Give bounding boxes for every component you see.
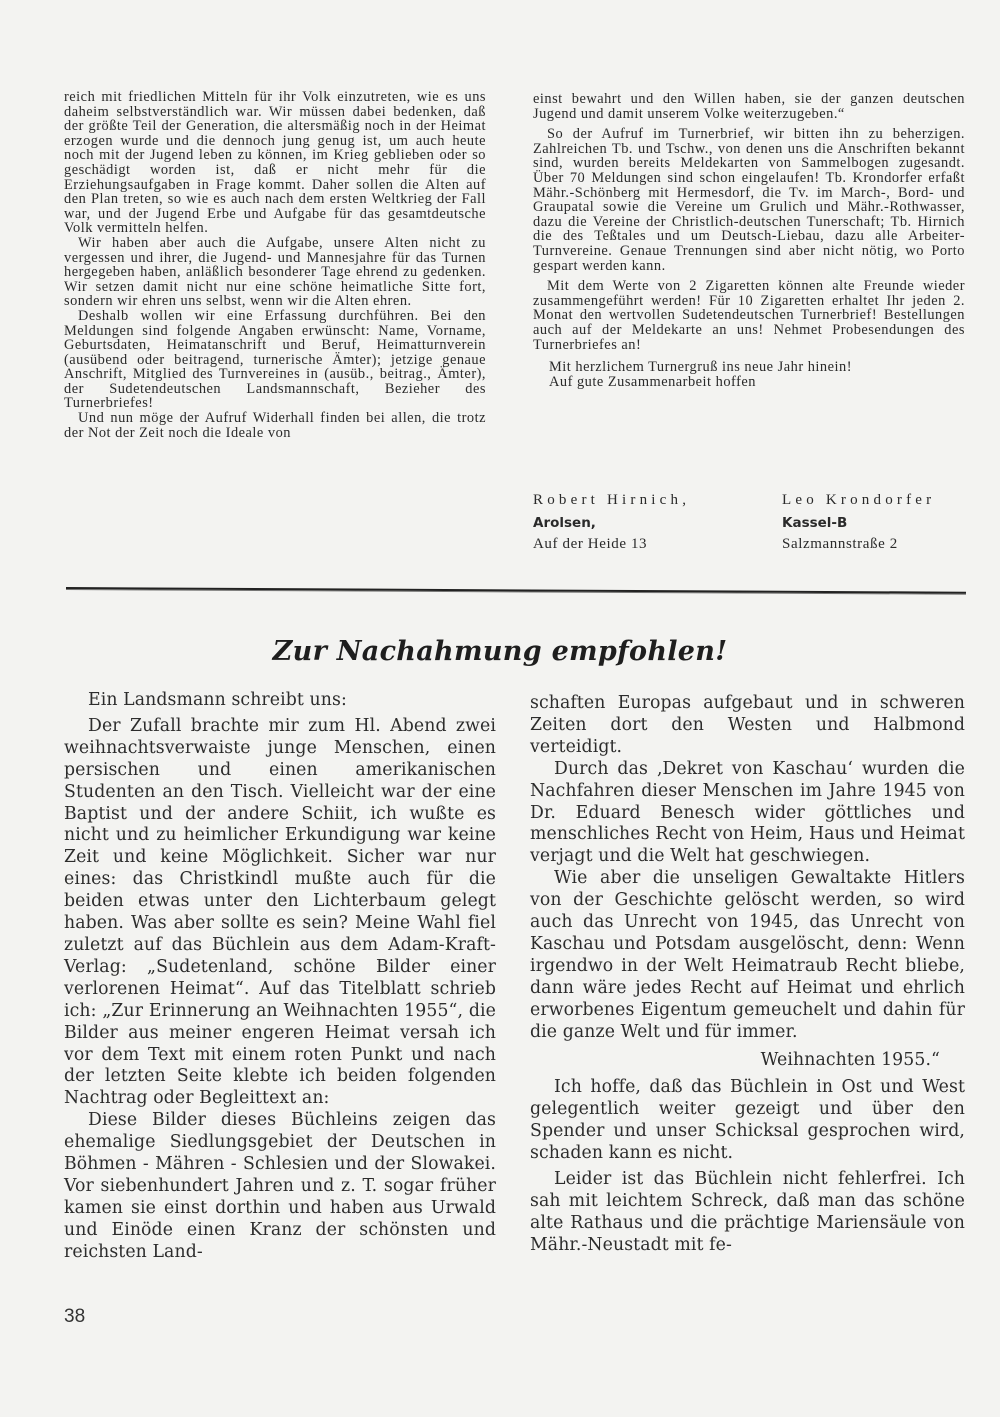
top-right-column xyxy=(533,92,965,389)
paragraph: Mit dem Werte von 2 Zigaretten können alte Freunde wieder zusammengeführt werden! Für 10 Zigaretten erhaltet Ihr jeden 2. Monat den wertvollen Sudetendeutschen Turnerbrief! Bestellungen auch auf der Meldekarte an uns! Nehmet Probesendungen des Turnerbriefes an! xyxy=(533,278,965,353)
signature-name: Leo Krondorfer xyxy=(782,492,936,508)
paragraph: reich mit friedlichen Mitteln für ihr Volk einzutreten, wie es uns daheim selbstverständlich war. Wir müssen dabei bedenken, daß der größte Teil der Generation, die altersmäßig noch in der Heimat erzogen wurde und die dennoch jung genug ist, um auch heute noch mit der Jugend leben zu können, im Krieg geblieben oder so geschädigt worden ist, daß er nicht mehr für die Erziehungsaufgaben in Frage kommt. Daher sollen die Alten auf den Plan treten, so wie es auch nach dem ersten Weltkrieg der Fall war, und der Jugend Erbe und Aufgabe für das gesamtdeutsche Volk vermitteln helfen. xyxy=(64,89,486,237)
signature-name: Robert Hirnich, xyxy=(533,492,691,508)
paragraph: Deshalb wollen wir eine Erfassung durchführen. Bei den Meldungen sind folgende Angaben erwünscht: Name, Vorname, Geburtsdaten, Heimatanschrift und Beruf, Heimatturnverein (ausübend oder beitragend, turnerische Ämter); jetzige genaue Anschrift, Mitglied des Turnvereines in (ausüb., beitrag., Ämter), der Sudetendeutschen Landsmannschaft, Bezieher des Turnerbriefes! xyxy=(64,307,486,412)
greeting-line: Auf gute Zusammenarbeit hoffen xyxy=(549,373,756,390)
paragraph: Ein Landsmann schreibt uns: xyxy=(88,690,347,710)
page-number: 38 xyxy=(64,1306,86,1327)
paragraph: Leider ist das Büchlein nicht fehlerfrei. Ich sah mit leichtem Schreck, daß man das schöne alte Rathaus und die prächtige Mariensäule von Mähr.-Neustadt mit fe- xyxy=(530,1169,965,1255)
dateline: Weihnachten 1955.“ xyxy=(760,1049,940,1070)
paragraph: Der Zufall brachte mir zum Hl. Abend zwei weihnachtsverwaiste junge Menschen, einen persischen und einen amerikanischen Studenten an den Tisch. Vielleicht war der eine Baptist und der andere Schiit, ich wußte es nicht und zu heimlicher Erkundigung war keine Zeit und keine Möglichkeit. Sicher war nur eines: das Christkindl mußte auch für die beiden etwas unter den Lichterbaum gelegt haben. Was aber sollte es sein? Meine Wahl fiel zuletzt auf das Büchlein aus dem Adam-Kraft-Verlag: „Sudetenland, schöne Bilder einer verlorenen Heimat“. Auf das Titelblatt schrieb ich: „Zur Erinnerung an Weihnachten 1955“, die Bilder aus meiner engeren Heimat versah ich vor dem Text mit einem roten Punkt und nach der letzten Seite klebte ich beiden folgenden Nachtrag oder Begleittext an: xyxy=(64,715,496,1109)
paragraph: einst bewahrt und den Willen haben, sie der ganzen deutschen Jugend und damit unserem Volke weiterzugeben.“ xyxy=(533,91,965,122)
article-left-column xyxy=(64,690,496,1264)
signature-block xyxy=(782,492,935,553)
paragraph: Ich hoffe, daß das Büchlein in Ost und West gelegentlich weiter gezeigt und über den Spender und unser Schicksal gesprochen wird, schaden kann es nicht. xyxy=(530,1077,965,1164)
paragraph: Und nun möge der Aufruf Widerhall finden bei allen, die trotz der Not der Zeit noch die Ideale von xyxy=(64,410,486,441)
signature-city: Arolsen, xyxy=(533,515,596,531)
paragraph: Durch das ‚Dekret von Kaschau‘ wurden die Nachfahren dieser Menschen im Jahre 1945 von Dr. Eduard Benesch wider göttliches und menschliches Recht von Heim, Haus und Heimat verjagt und die Welt hat geschwiegen. xyxy=(530,758,965,867)
signature-street: Auf der Heide 13 xyxy=(533,536,648,552)
paragraph: Wir haben aber auch die Aufgabe, unsere Alten nicht zu vergessen und ihrer, die Jugend- und Mannesjahre für das Turnen hergegeben haben, anläßlich besonderer Tage ehrend zu gedenken. Wir setzen damit nicht nur eine schöne heimatliche Sitte fort, sondern wir ehren uns selbst, wenn wir die Alten ehren. xyxy=(64,234,486,310)
paragraph: schaften Europas aufgebaut und in schweren Zeiten dort den Westen und Halbmond verteidigt. xyxy=(530,693,965,757)
paragraph: Diese Bilder dieses Büchleins zeigen das ehemalige Siedlungsgebiet der Deutschen in Böhmen - Mähren - Schlesien und der Slowakei. Vor siebenhundert Jahren und z. T. sogar früher kamen sie einst dorthin und haben aus Urwald und Einöde einen Kranz der schönsten und reichsten Land- xyxy=(64,1110,496,1262)
greeting-line: Mit herzlichem Turnergruß ins neue Jahr hinein! xyxy=(549,359,852,376)
signature-block xyxy=(533,492,690,553)
signature-street: Salzmannstraße 2 xyxy=(782,536,898,552)
article-right-column xyxy=(530,693,965,1257)
paragraph: So der Aufruf im Turnerbrief, wir bitten ihn zu beherzigen. Zahlreichen Tb. und Tschw., von denen uns die Anschriften bekannt sind, wurden bereits Meldekarten von Sammelbogen zugesandt. Über 70 Meldungen sind schon eingelaufen! Tb. Krondorfer erfaßt Mähr.-Schönberg mit Hermesdorf, die Tv. im March-, Bord- und Graupatal sowie die Vereine um Grulich und Mähr.-Rothwasser, dazu die Vereine der Christlich-deutschen Tunerschaft; Tb. Hirnich die des Teßtales und um Deutsch-Liebau, dazu alle Arbeiter-Turnvereine. Genaue Trennungen sind aber nicht nötig, wo Porto gespart werden kann. xyxy=(533,126,965,274)
top-left-column xyxy=(64,90,486,440)
article-title: Zur Nachahmung empfohlen! xyxy=(272,636,728,667)
signature-city: Kassel-B xyxy=(782,515,848,531)
paragraph: Wie aber die unseligen Gewaltakte Hitlers von der Geschichte gelöscht werden, so wird auch das Unrecht von 1945, das Unrecht von Kaschau und Potsdam ausgelöscht, denn: Wenn irgendwo in der Welt Heimatraub Recht bliebe, dann wäre jedes Recht auf Heimat und ehrlich erworbenes Eigentum gemeuchelt und dahin für die ganze Welt und für immer. xyxy=(530,868,965,1042)
